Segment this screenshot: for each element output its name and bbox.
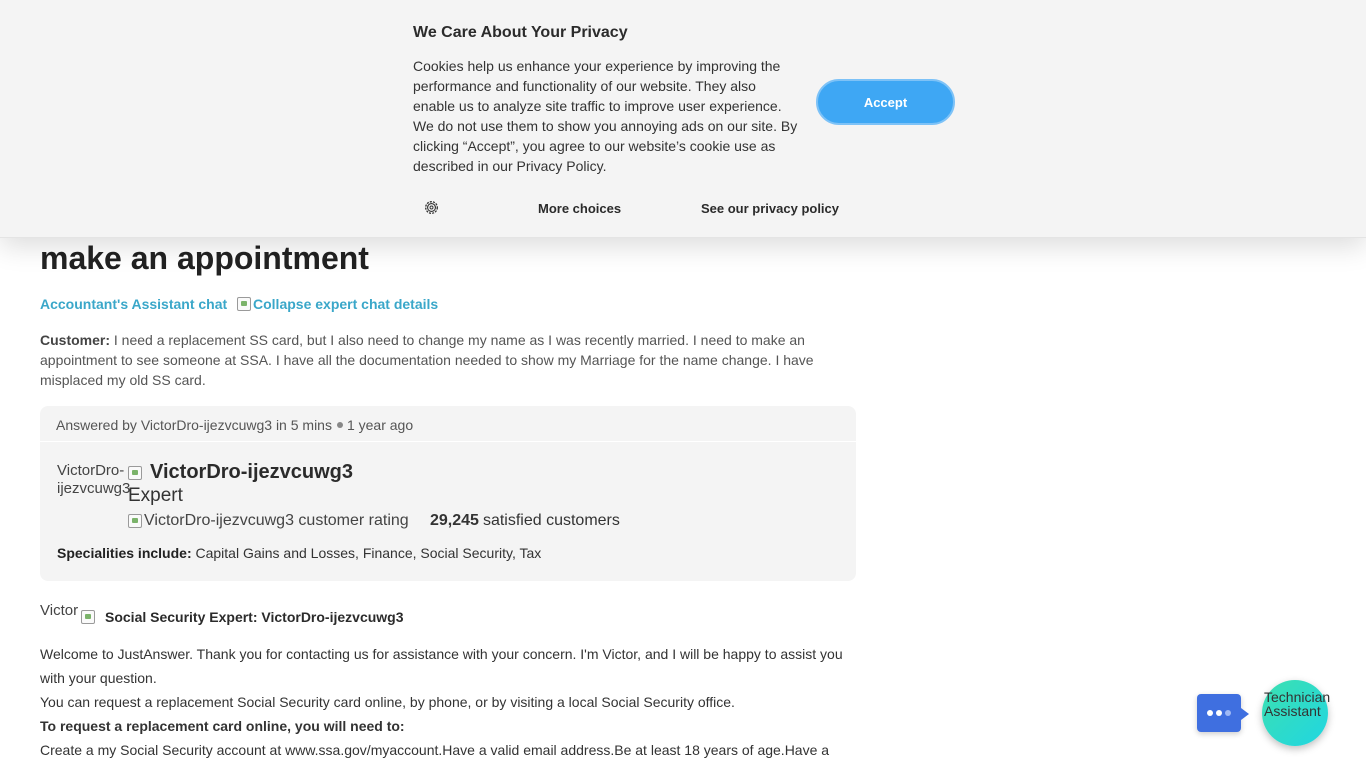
rating-alt-text: VictorDro-ijezvcuwg3 customer rating (144, 512, 409, 529)
accept-cookies-button[interactable]: Accept (816, 79, 955, 125)
expert-avatar: VictorDro-ijezvcuwg3 (57, 462, 131, 497)
answer-avatar: Victor (40, 602, 79, 619)
customer-question-text: I need a replacement SS card, but I also need to change my name as I was recently married. I need to make an appointment to see someone at SSA. I have all the documentation needed to show my Marriage for the name change. I have misplaced my old SS card. (40, 332, 814, 388)
customer-question (40, 330, 830, 390)
expert-badge-icon (81, 610, 95, 624)
expert-card (40, 406, 856, 581)
privacy-policy-link[interactable]: See our privacy policy (701, 201, 840, 216)
answered-ago: 1 year ago (346, 417, 414, 433)
answer-paragraph: Create a my Social Security account at www.ssa.gov/myaccount.Have a valid email address.Be at least 18 years of age.Have a (40, 742, 830, 758)
answer-author-text: Social Security Expert: VictorDro-ijezvcuwg3 (105, 609, 404, 625)
cookie-banner-text: Cookies help us enhance your experience by improving the performance and functionality of our website. They also enable us to analyze site traffic to improve user experience. We do not use them to show you annoying ads on our site. By clicking “Accept”, you agree to our website’s cookie use as described in our Privacy Policy. (413, 58, 798, 174)
answered-by-text: Answered by VictorDro-ijezvcuwg3 in 5 mins (56, 417, 332, 433)
collapse-expert-chat-link[interactable] (237, 296, 438, 312)
answer-subheading: To request a replacement card online, you will need to: (40, 718, 405, 734)
answer-author (81, 609, 404, 625)
specialities-label: Specialities include: (57, 545, 192, 561)
expert-card-header (40, 406, 856, 442)
customer-label: Customer: (40, 332, 111, 348)
broken-image-icon (237, 297, 251, 311)
answered-by (56, 417, 413, 433)
cookie-banner (0, 0, 1366, 238)
typing-dot (1225, 710, 1231, 716)
expert-rating (128, 512, 620, 530)
answer-paragraph: You can request a replacement Social Security card online, by phone, or by visiting a local Social Security office. (40, 694, 735, 710)
collapse-link-label: Collapse expert chat details (253, 296, 439, 312)
satisfied-count: 29,245 (430, 512, 479, 529)
technician-assistant-label: Technician Assistant (1264, 689, 1331, 719)
page-title: make an appointment (40, 240, 369, 276)
more-choices-link[interactable]: More choices (538, 201, 622, 216)
typing-dot (1216, 710, 1222, 716)
expert-role: Expert (128, 485, 183, 506)
answer-body (40, 642, 870, 762)
rating-stars-icon (128, 514, 142, 528)
expert-name[interactable] (128, 461, 353, 484)
expert-name-text: VictorDro-ijezvcuwg3 (150, 461, 354, 483)
answer-paragraph (40, 714, 870, 738)
separator-dot (337, 422, 343, 428)
assistant-chat-link[interactable]: Accountant's Assistant chat (40, 296, 228, 312)
gear-icon[interactable] (424, 200, 439, 215)
typing-dot (1207, 710, 1213, 716)
cookie-banner-title: We Care About Your Privacy (413, 24, 628, 41)
technician-assistant-avatar[interactable] (1262, 680, 1331, 746)
specialities-list: Capital Gains and Losses, Finance, Social Security, Tax (195, 545, 542, 561)
specialities (57, 545, 541, 561)
answer-paragraph: Welcome to JustAnswer. Thank you for contacting us for assistance with your concern. I'm Victor, and I will be happy to assist you with your question. (40, 646, 843, 686)
verified-badge-icon (128, 466, 142, 480)
satisfied-label: satisfied customers (482, 512, 620, 529)
chat-typing-bubble[interactable] (1197, 694, 1241, 732)
